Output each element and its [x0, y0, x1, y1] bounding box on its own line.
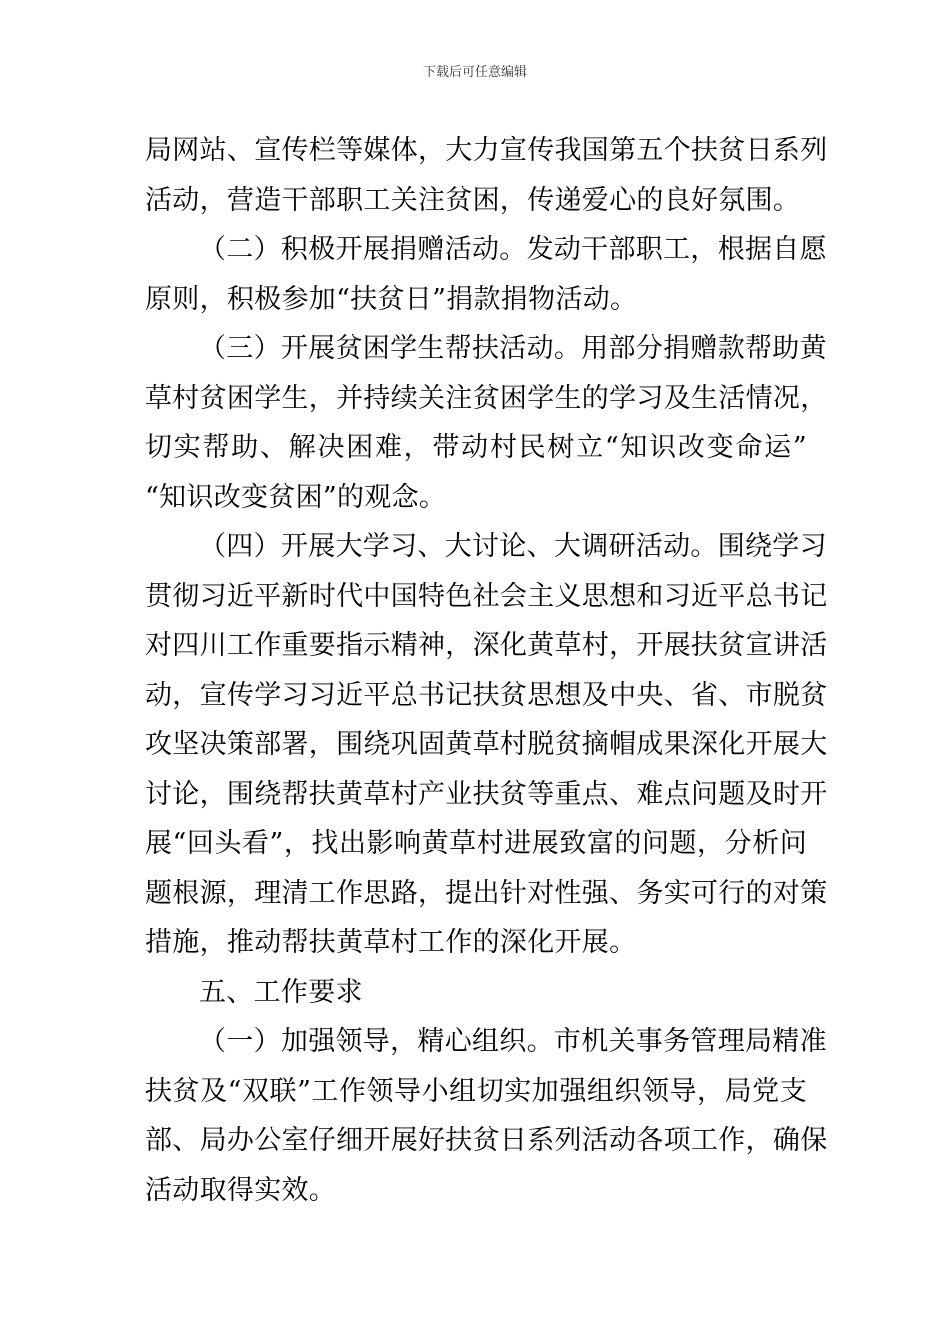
- paragraph-line: 讨论，围绕帮扶黄草村产业扶贫等重点、难点问题及时开: [145, 778, 828, 810]
- paragraph-line: 部、局办公室仔细开展好扶贫日系列活动各项工作，确保: [145, 1125, 828, 1156]
- paragraph-line: 贯彻习近平新时代中国特色社会主义思想和习近平总书记: [145, 580, 828, 612]
- page-header: 下载后可任意编辑: [422, 65, 527, 80]
- paragraph-line: （四）开展大学习、大讨论、大调研活动。围绕学习: [199, 531, 827, 562]
- document-body: [145, 126, 828, 1215]
- paragraph-line: 切实帮助、解决困难，带动村民树立“知识改变命运”: [145, 432, 807, 463]
- paragraph: [145, 968, 807, 1018]
- paragraph-line: 题根源，理清工作思路，提出针对性强、务实可行的对策: [145, 877, 828, 909]
- paragraph: [145, 225, 827, 324]
- paragraph-line: （二）积极开展捐赠活动。发动干部职工，根据自愿: [199, 234, 827, 265]
- paragraph-line: 五、工作要求: [199, 976, 363, 1008]
- paragraph: [145, 522, 828, 968]
- paragraph: [145, 126, 828, 225]
- paragraph: [145, 324, 828, 522]
- paragraph-line: 动，宣传学习习近平总书记扶贫思想及中央、省、市脱贫: [145, 679, 828, 711]
- paragraph: [145, 1017, 828, 1215]
- paragraph-line: 展“回头看”，找出影响黄草村进展致富的问题，分析问: [145, 828, 807, 859]
- paragraph-line: 对四川工作重要指示精神，深化黄草村，开展扶贫宣讲活: [145, 630, 828, 661]
- paragraph-line: 活动，营造干部职工关注贫困，传递爱心的良好氛围。: [145, 184, 801, 216]
- paragraph-line: 局网站、宣传栏等媒体，大力宣传我国第五个扶贫日系列: [145, 135, 828, 166]
- paragraph-line: 扶贫及“双联”工作领导小组切实加强组织领导，局党支: [145, 1075, 807, 1107]
- paragraph-line: （三）开展贫困学生帮扶活动。用部分捐赠款帮助黄: [199, 333, 827, 364]
- paragraph-line: “知识改变贫困”的观念。: [145, 481, 447, 513]
- paragraph-line: 攻坚决策部署，围绕巩固黄草村脱贫摘帽成果深化开展大: [145, 729, 828, 760]
- paragraph-line: 草村贫困学生，并持续关注贫困学生的学习及生活情况，: [145, 382, 828, 414]
- paragraph-line: （一）加强领导，精心组织。市机关事务管理局精准: [199, 1026, 827, 1057]
- paragraph-line: 措施，推动帮扶黄草村工作的深化开展。: [145, 927, 637, 958]
- paragraph-line: 原则，积极参加“扶贫日”捐款捐物活动。: [145, 283, 638, 315]
- paragraph-line: 活动取得实效。: [145, 1174, 337, 1206]
